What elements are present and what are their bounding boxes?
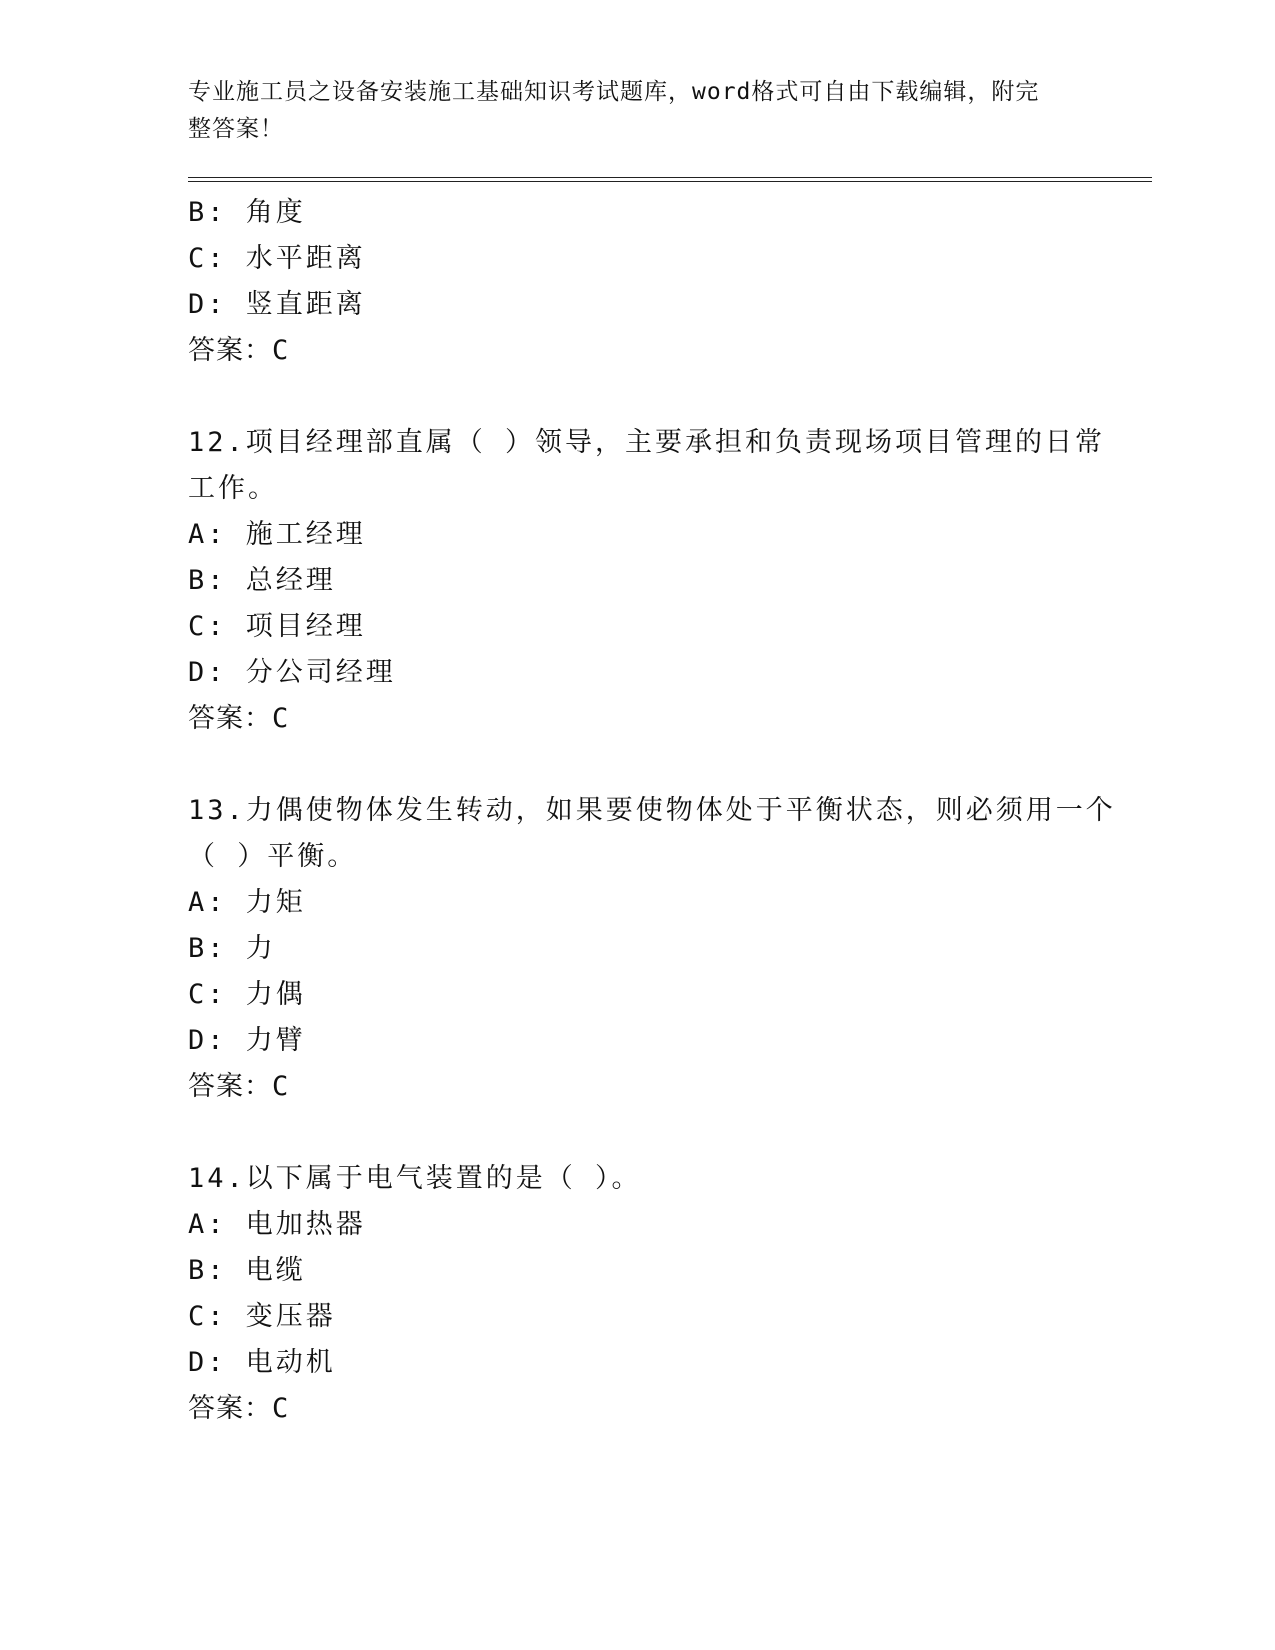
question-11-continued — [188, 190, 1108, 374]
option-label: C: — [188, 243, 227, 274]
option-c — [188, 604, 1108, 650]
answer-line — [188, 1386, 1108, 1432]
option-label: D: — [188, 1347, 227, 1378]
answer-label: 答案： — [188, 1071, 272, 1102]
question-title-cont: 工作。 — [188, 473, 278, 504]
header-line-1: 专业施工员之设备安装施工基础知识考试题库，word格式可自由下载编辑，附完 — [188, 79, 1040, 105]
header-divider-top — [188, 177, 1152, 178]
option-label: D: — [188, 289, 227, 320]
option-d — [188, 282, 1108, 328]
option-c — [188, 1294, 1108, 1340]
option-label: C: — [188, 611, 227, 642]
option-text: 力偶 — [245, 979, 306, 1010]
option-b — [188, 558, 1108, 604]
option-label: A: — [188, 1209, 227, 1240]
answer-value: C — [272, 1393, 290, 1424]
question-title-cont: （ ）平衡。 — [188, 841, 358, 872]
option-b — [188, 190, 1108, 236]
option-text: 角度 — [245, 197, 306, 228]
option-label: B: — [188, 565, 227, 596]
option-c — [188, 972, 1108, 1018]
option-b — [188, 926, 1108, 972]
answer-value: C — [272, 1071, 290, 1102]
answer-line — [188, 696, 1108, 742]
option-label: D: — [188, 657, 227, 688]
answer-value: C — [272, 703, 290, 734]
header-line-2: 整答案！ — [188, 116, 284, 142]
answer-label: 答案： — [188, 1393, 272, 1424]
option-label: C: — [188, 979, 227, 1010]
option-text: 电动机 — [245, 1347, 336, 1378]
option-text: 变压器 — [245, 1301, 336, 1332]
question-title: 13.力偶使物体发生转动，如果要使物体处于平衡状态，则必须用一个 — [188, 795, 1116, 826]
option-text: 竖直距离 — [245, 289, 366, 320]
option-text: 电加热器 — [245, 1209, 366, 1240]
option-label: B: — [188, 197, 227, 228]
header-divider-bottom — [188, 181, 1152, 182]
answer-label: 答案： — [188, 335, 272, 366]
option-label: C: — [188, 1301, 227, 1332]
answer-line — [188, 328, 1108, 374]
answer-value: C — [272, 335, 290, 366]
option-text: 水平距离 — [245, 243, 366, 274]
question-list — [188, 190, 1116, 1432]
option-c — [188, 236, 1108, 282]
option-label: D: — [188, 1025, 227, 1056]
option-text: 项目经理 — [245, 611, 366, 642]
question-13 — [188, 788, 1116, 1110]
option-d — [188, 1018, 1108, 1064]
question-14 — [188, 1156, 1108, 1432]
option-text: 力 — [245, 933, 276, 964]
option-d — [188, 1340, 1108, 1386]
option-d — [188, 650, 1108, 696]
option-label: B: — [188, 933, 227, 964]
option-label: B: — [188, 1255, 227, 1286]
option-label: A: — [188, 887, 227, 918]
option-a — [188, 1202, 1108, 1248]
option-text: 分公司经理 — [245, 657, 396, 688]
question-title: 12.项目经理部直属（ ）领导，主要承担和负责现场项目管理的日常 — [188, 427, 1106, 458]
option-text: 施工经理 — [245, 519, 366, 550]
option-a — [188, 880, 1108, 926]
question-12 — [188, 420, 1108, 742]
option-text: 力臂 — [245, 1025, 306, 1056]
question-title: 14.以下属于电气装置的是（ ）。 — [188, 1163, 642, 1194]
option-label: A: — [188, 519, 227, 550]
answer-line — [188, 1064, 1108, 1110]
option-b — [188, 1248, 1108, 1294]
option-a — [188, 512, 1108, 558]
option-text: 力矩 — [245, 887, 306, 918]
answer-label: 答案： — [188, 703, 272, 734]
option-text: 电缆 — [245, 1255, 306, 1286]
option-text: 总经理 — [245, 565, 336, 596]
document-header — [188, 74, 1068, 148]
